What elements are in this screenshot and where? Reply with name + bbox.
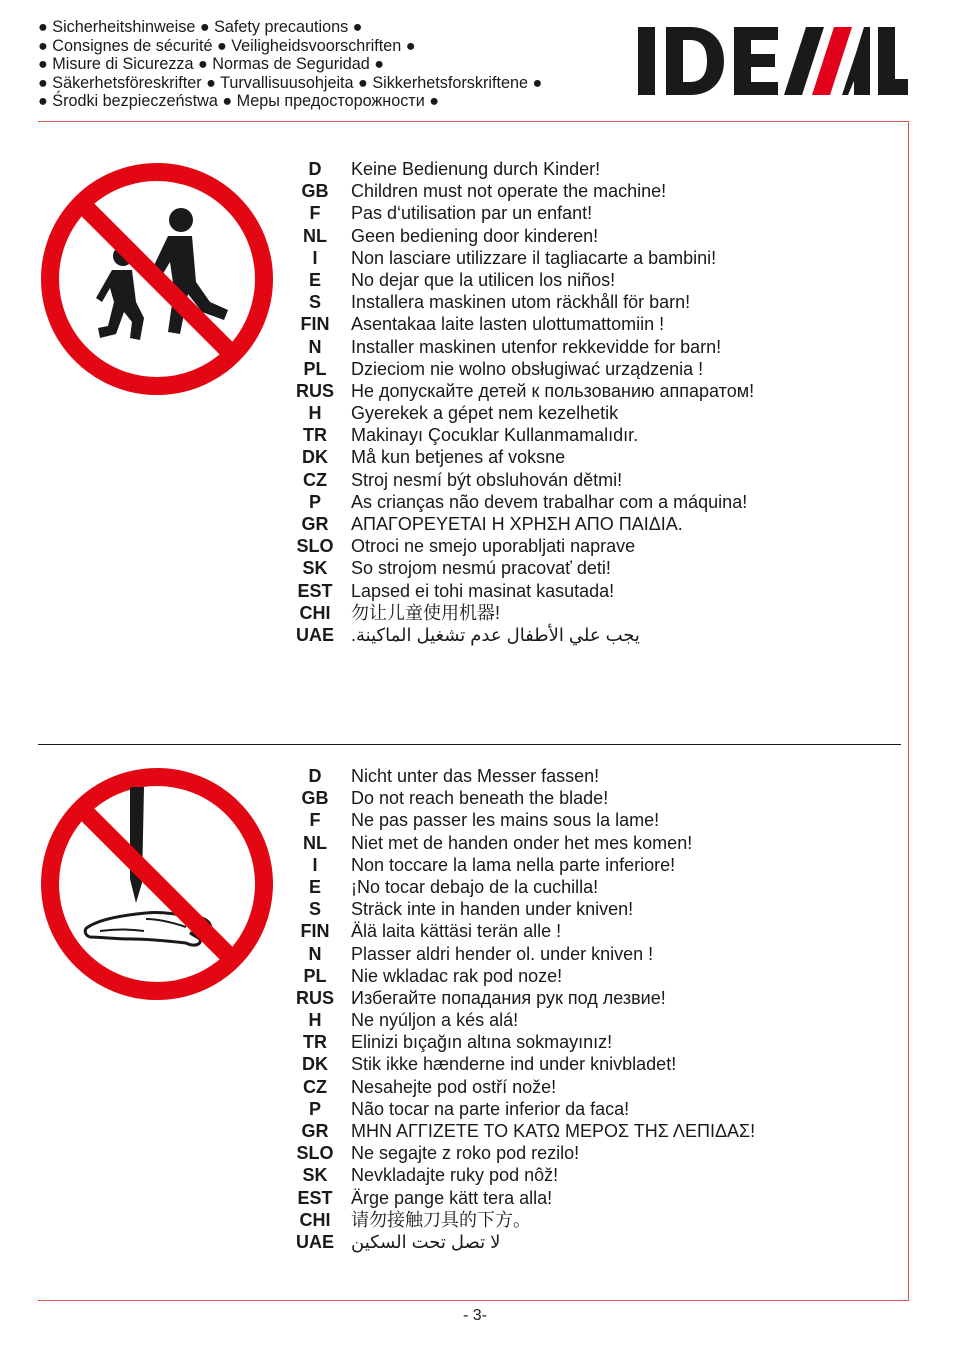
warning-text: Plasser aldri hender ol. under kniven !	[351, 943, 654, 964]
language-code: P	[308, 491, 321, 512]
warning-text: Keine Bedienung durch Kinder!	[351, 159, 601, 179]
warning-row	[290, 1076, 890, 1098]
warning-text: Não tocar na parte inferior da faca!	[351, 1098, 630, 1119]
warning-text: No dejar que la utilicen los niños!	[351, 269, 616, 290]
header-line: ● Środki bezpieczeństwa ● Меры предосторожности ●	[38, 92, 440, 111]
header-line: ● Consignes de sécurité ● Veiligheidsvoorschriften ●	[38, 36, 416, 55]
frame-bottom-rule	[38, 1300, 909, 1301]
warning-text: Nevkladajte ruky pod nôž!	[351, 1165, 559, 1186]
language-code: E	[308, 269, 321, 290]
language-code: CZ	[303, 1076, 327, 1097]
safety-precautions-header	[38, 18, 638, 111]
warning-row	[290, 832, 890, 854]
language-code: H	[308, 1010, 322, 1031]
warning-row	[290, 1098, 890, 1120]
header-line: ● Misure di Sicurezza ● Normas de Seguridad ●	[38, 55, 385, 74]
warning-row	[290, 1053, 890, 1075]
language-code: RUS	[295, 380, 334, 401]
warning-row	[290, 1187, 890, 1209]
warning-row	[290, 943, 890, 965]
header-line: ● Säkerhetsföreskrifter ● Turvallisuusohjeita ● Sikkerhetsforskriftene ●	[38, 73, 543, 92]
warning-text: Asentakaa laite lasten ulottumattomiin !	[351, 314, 665, 335]
warning-text: Älä laita kättäsi terän alle !	[351, 921, 562, 942]
warning-row	[290, 965, 890, 987]
warning-row	[290, 787, 890, 809]
warning-text: Ne segajte z roko pod rezilo!	[351, 1143, 580, 1164]
warning-row	[290, 535, 890, 557]
ideal-logo	[638, 27, 908, 95]
warning-text: يجب علي الأطفال عدم تشغيل الماكينة.	[351, 624, 640, 645]
language-code: GB	[301, 788, 329, 809]
language-code: NL	[303, 832, 327, 853]
language-code: FIN	[300, 921, 330, 942]
language-code: CZ	[303, 469, 327, 490]
warning-text: Nie wkladac rak pod noze!	[351, 965, 563, 986]
warning-row	[290, 854, 890, 876]
warning-row	[290, 1009, 890, 1031]
warning-text: ¡No tocar debajo de la cuchilla!	[351, 876, 599, 897]
warning-text: 勿让儿童使用机器!	[351, 602, 501, 623]
header-line: ● Sicherheitshinweise ● Safety precautions ●	[38, 18, 363, 36]
warning-text: Не допускайте детей к пользованию аппаратом!	[351, 380, 755, 401]
warning-text: Non toccare la lama nella parte inferiore!	[351, 854, 676, 875]
warning-row	[290, 809, 890, 831]
warning-row	[290, 180, 890, 202]
warning-text: Niet met de handen onder het mes komen!	[351, 832, 693, 853]
language-code: EST	[297, 1187, 333, 1208]
language-code: RUS	[295, 987, 334, 1008]
warning-row	[290, 202, 890, 224]
language-code: EST	[297, 580, 333, 601]
warning-row	[290, 380, 890, 402]
warning-text: Nicht unter das Messer fassen!	[351, 766, 600, 786]
language-code: S	[308, 899, 321, 920]
warning-text: Makinayı Çocuklar Kullanmamalıdır.	[351, 425, 639, 446]
language-code: PL	[303, 358, 327, 379]
warning-text: Sträck inte in handen under kniven!	[351, 899, 634, 920]
language-code: GB	[301, 181, 329, 202]
warning-row	[290, 920, 890, 942]
language-code: SLO	[296, 1143, 334, 1164]
warning-text: 请勿接触刀具的下方。	[351, 1209, 531, 1230]
no-hand-under-blade-sign-icon	[40, 767, 274, 1001]
language-code: TR	[303, 1032, 327, 1053]
warning-row	[290, 624, 890, 646]
warning-row	[290, 580, 890, 602]
warning-row	[290, 987, 890, 1009]
warning-row	[290, 1142, 890, 1164]
language-code: P	[308, 1098, 321, 1119]
language-code: FIN	[300, 314, 330, 335]
language-code: N	[308, 943, 322, 964]
no-hand-under-blade-warnings	[290, 765, 890, 1253]
warning-row	[290, 225, 890, 247]
warning-row	[290, 291, 890, 313]
language-code: E	[308, 876, 321, 897]
warning-text: ΑΠΑΓΟΡΕΥΕΤΑΙ Η ΧΡΗΣΗ ΑΠΟ ΠΑΙΔΙΑ.	[351, 514, 683, 534]
warning-row	[290, 491, 890, 513]
language-code: CHI	[299, 1209, 331, 1230]
warning-row	[290, 876, 890, 898]
language-code: D	[308, 766, 322, 786]
language-code: D	[308, 159, 322, 179]
warning-text: Pas d‘utilisation par un enfant!	[351, 203, 593, 224]
warning-row	[290, 1209, 890, 1231]
warning-text: Installer maskinen utenfor rekkevidde for barn!	[351, 336, 722, 357]
frame-right-rule	[908, 121, 909, 1301]
language-code: UAE	[295, 624, 334, 645]
language-code: SK	[302, 1165, 328, 1186]
language-code: NL	[303, 225, 327, 246]
warning-row	[290, 1231, 890, 1253]
warning-text: Lapsed ei tohi masinat kasutada!	[351, 580, 615, 601]
warning-row	[290, 557, 890, 579]
warning-row	[290, 269, 890, 291]
language-code: SLO	[296, 536, 334, 557]
warning-text: Installera maskinen utom räckhåll för barn!	[351, 292, 691, 313]
language-code: PL	[303, 965, 327, 986]
warning-row	[290, 358, 890, 380]
warning-text: Otroci ne smejo uporabljati naprave	[351, 536, 636, 557]
warning-text: Må kun betjenes af voksne	[351, 447, 566, 468]
language-code: H	[308, 403, 322, 424]
no-children-sign-icon	[40, 162, 274, 396]
warning-text: Ärge pange kätt tera alla!	[351, 1187, 553, 1208]
warning-row	[290, 336, 890, 358]
warning-text: Ne nyúljon a kés alá!	[351, 1010, 519, 1031]
language-code: F	[309, 810, 321, 831]
warning-row	[290, 513, 890, 535]
warning-row	[290, 158, 890, 180]
page-number: - 3-	[463, 1307, 487, 1324]
warning-text: So strojom nesmú pracovať deti!	[351, 558, 611, 579]
warning-text: As crianças não devem trabalhar com a máquina!	[351, 491, 748, 512]
warning-row	[290, 765, 890, 787]
language-code: GR	[301, 1121, 329, 1141]
language-code: DK	[302, 447, 328, 468]
warning-text: Избегайте попадания рук под лезвие!	[351, 987, 666, 1008]
warning-row	[290, 898, 890, 920]
warning-row	[290, 446, 890, 468]
warning-text: ΜΗΝ ΑΓΓΙΖΕΤΕ ΤΟ ΚΑΤΩ ΜΕΡΟΣ ΤΗΣ ΛΕΠΙΔΑΣ!	[351, 1121, 756, 1141]
warning-text: Elinizi bıçağın altına sokmayınız!	[351, 1032, 613, 1053]
section-divider	[38, 744, 901, 745]
language-code: DK	[302, 1054, 328, 1075]
warning-text: Gyerekek a gépet nem kezelhetik	[351, 403, 619, 424]
warning-row	[290, 1164, 890, 1186]
language-code: F	[309, 203, 321, 224]
frame-top-rule	[38, 121, 909, 122]
warning-row	[290, 313, 890, 335]
warning-text: لا تصل تحت السكين	[351, 1231, 501, 1252]
language-code: TR	[303, 425, 327, 446]
language-code: S	[308, 292, 321, 313]
warning-row	[290, 469, 890, 491]
warning-text: Children must not operate the machine!	[351, 181, 667, 202]
no-children-warnings	[290, 158, 890, 646]
warning-text: Ne pas passer les mains sous la lame!	[351, 810, 660, 831]
warning-row	[290, 1120, 890, 1142]
language-code: CHI	[299, 602, 331, 623]
warning-text: Do not reach beneath the blade!	[351, 788, 609, 809]
warning-text: Stroj nesmí být obsluhován dětmi!	[351, 469, 623, 490]
warning-row	[290, 1031, 890, 1053]
warning-row	[290, 402, 890, 424]
warning-text: Stik ikke hænderne ind under knivbladet!	[351, 1054, 677, 1075]
warning-text: Non lasciare utilizzare il tagliacarte a bambini!	[351, 247, 717, 268]
warning-text: Nesahejte pod ostří nože!	[351, 1076, 557, 1097]
language-code: GR	[301, 514, 329, 534]
language-code: I	[312, 854, 318, 875]
warning-row	[290, 424, 890, 446]
language-code: N	[308, 336, 322, 357]
language-code: UAE	[295, 1231, 334, 1252]
warning-text: Geen bediening door kinderen!	[351, 225, 599, 246]
warning-row	[290, 602, 890, 624]
warning-row	[290, 247, 890, 269]
warning-text: Dzieciom nie wolno obsługiwać urządzenia !	[351, 358, 704, 379]
language-code: I	[312, 247, 318, 268]
language-code: SK	[302, 558, 328, 579]
